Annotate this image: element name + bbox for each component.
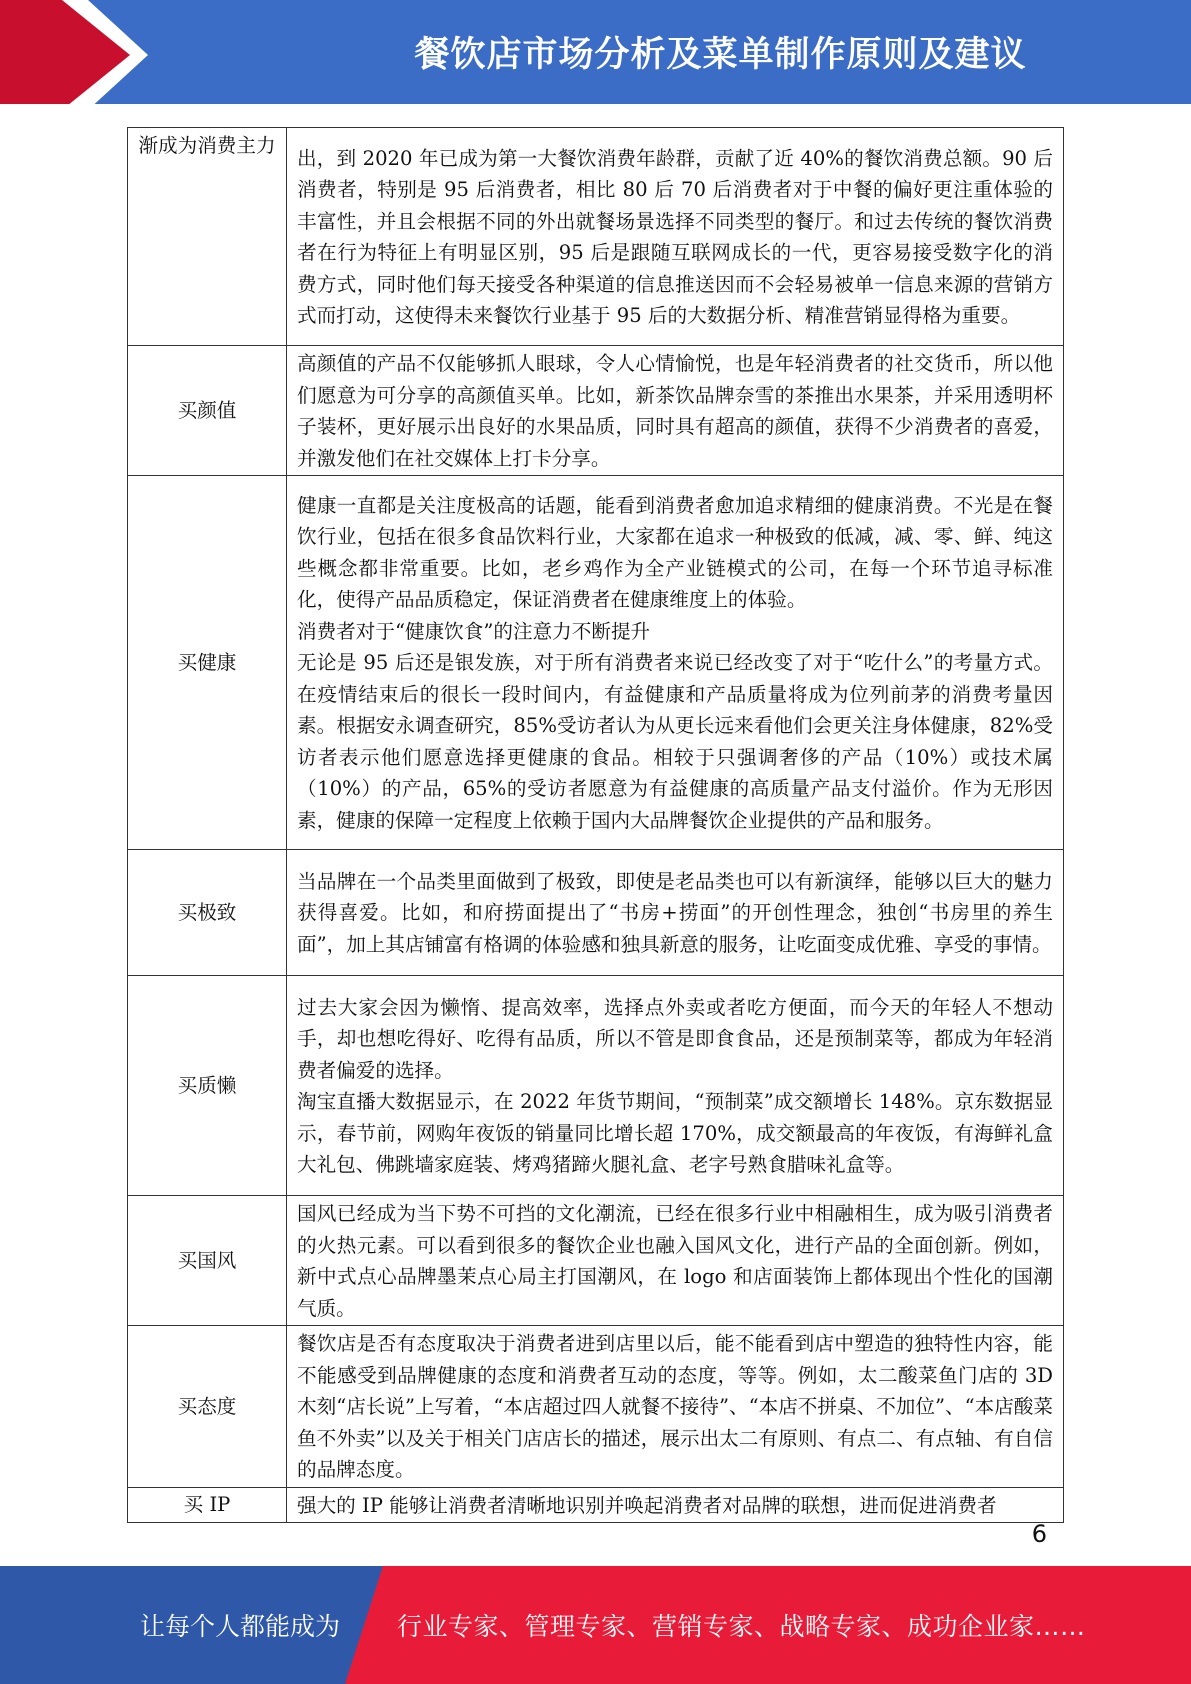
- row-paragraph: 无论是 95 后还是银发族，对于所有消费者来说已经改变了对于“吃什么”的考量方式。在疫情结束后的很长一段时间内，有益健康和产品质量将成为位列前茅的消费考量因素。根据安永调查研究，85%受访者认为从更长远来看他们会更关注身体健康，82%受访者表示他们愿意选择更健康的食品。相较于只强调奢侈的产品（10%）或技术属（10%）的产品，65%的受访者愿意为有益健康的高质量产品支付溢价。作为无形因素，健康的保障一定程度上依赖于国内大品牌餐饮企业提供的产品和服务。: [297, 651, 1053, 832]
- page-number: 6: [1031, 1520, 1047, 1548]
- row-content: [287, 1326, 1064, 1488]
- row-content: [287, 850, 1064, 976]
- row-key: 买健康: [128, 476, 287, 850]
- row-paragraph: 国风已经成为当下势不可挡的文化潮流，已经在很多行业中相融相生，成为吸引消费者的火热元素。可以看到很多的餐饮企业也融入国风文化，进行产品的全面创新。例如，新中式点心品牌墨茉点心局主打国潮风，在 logo 和店面装饰上都体现出个性化的国潮气质。: [297, 1202, 1053, 1320]
- row-paragraph: 消费者对于“健康饮食”的注意力不断提升: [297, 619, 651, 643]
- page-footer: [0, 1566, 1191, 1684]
- footer-slogan-left: 让每个人都能成为: [140, 1612, 341, 1641]
- table-row: [128, 850, 1064, 976]
- row-content: [287, 128, 1064, 346]
- row-key: 买质懒: [128, 976, 287, 1196]
- row-key: 买国风: [128, 1196, 287, 1326]
- table-row: [128, 1487, 1064, 1523]
- row-content: [287, 1487, 1064, 1523]
- row-key: 买极致: [128, 850, 287, 976]
- table-row: [128, 128, 1064, 346]
- page-header: [0, 0, 1191, 110]
- table-row: [128, 976, 1064, 1196]
- row-key: 买颜值: [128, 346, 287, 476]
- row-key: 买 IP: [128, 1487, 287, 1523]
- row-paragraph: 餐饮店是否有态度取决于消费者进到店里以后，能不能看到店中塑造的独特性内容，能不能感受到品牌健康的态度和消费者互动的态度，等等。例如，太二酸菜鱼门店的 3D 木刻“店长说”上写着，“本店超过四人就餐不接待”、“本店不拼桌、不加位”、“本店酸菜鱼不外卖”以及关于相关门店店长的描述，展示出太二有原则、有点二、有点轴、有自信的品牌态度。: [297, 1332, 1053, 1481]
- row-paragraph: 当品牌在一个品类里面做到了极致，即使是老品类也可以有新演绎，能够以巨大的魅力获得喜爱。比如，和府捞面提出了“书房+捞面”的开创性理念，独创“书房里的养生面”，加上其店铺富有格调的体验感和独具新意的服务，让吃面变成优雅、享受的事情。: [297, 869, 1053, 956]
- table-row: [128, 1326, 1064, 1488]
- row-paragraph: 淘宝直播大数据显示，在 2022 年货节期间，“预制菜”成交额增长 148%。京东数据显示，春节前，网购年夜饭的销量同比增长超 170%，成交额最高的年夜饭，有海鲜礼盒大礼包、佛跳墙家庭装、烤鸡猪蹄火腿礼盒、老字号熟食腊味礼盒等。: [297, 1090, 1053, 1176]
- table-row: [128, 346, 1064, 476]
- table-row: [128, 1196, 1064, 1326]
- row-content: [287, 476, 1064, 850]
- row-paragraph: 过去大家会因为懒惰、提高效率，选择点外卖或者吃方便面，而今天的年轻人不想动手，却也想吃得好、吃得有品质，所以不管是即食食品，还是预制菜等，都成为年轻消费者偏爱的选择。: [297, 995, 1053, 1082]
- row-paragraph: 强大的 IP 能够让消费者清晰地识别并唤起消费者对品牌的联想，进而促进消费者: [297, 1493, 997, 1517]
- table-row: [128, 476, 1064, 850]
- row-content: [287, 1196, 1064, 1326]
- row-content: [287, 346, 1064, 476]
- row-paragraph: 健康一直都是关注度极高的话题，能看到消费者愈加追求精细的健康消费。不光是在餐饮行业，包括在很多食品饮料行业，大家都在追求一种极致的低减，减、零、鲜、纯这些概念都非常重要。比如，老乡鸡作为全产业链模式的公司，在每一个环节追寻标准化，使得产品品质稳定，保证消费者在健康维度上的体验。: [297, 493, 1053, 612]
- footer-slogan-right: 行业专家、管理专家、营销专家、战略专家、成功企业家……: [397, 1612, 1086, 1641]
- row-key: 渐成为消费主力: [128, 128, 287, 346]
- header-divider: [0, 104, 1191, 110]
- content-table: [127, 127, 1064, 1523]
- row-paragraph: 高颜值的产品不仅能够抓人眼球，令人心情愉悦，也是年轻消费者的社交货币，所以他们愿意为可分享的高颜值买单。比如，新茶饮品牌奈雪的茶推出水果茶，并采用透明杯子装杯，更好展示出良好的水果品质，同时具有超高的颜值，获得不少消费者的喜爱，并激发他们在社交媒体上打卡分享。: [297, 352, 1053, 470]
- row-content: [287, 976, 1064, 1196]
- page-title: 餐饮店市场分析及菜单制作原则及建议: [414, 35, 1027, 75]
- row-key: 买态度: [128, 1326, 287, 1488]
- row-paragraph: 出，到 2020 年已成为第一大餐饮消费年龄群，贡献了近 40%的餐饮消费总额。90 后消费者，特别是 95 后消费者，相比 80 后 70 后消费者对于中餐的偏好更注重体验的丰富性，并且会根据不同的外出就餐场景选择不同类型的餐厅。和过去传统的餐饮消费者在行为特征上有明显区别，95 后是跟随互联网成长的一代，更容易接受数字化的消费方式，同时他们每天接受各种渠道的信息推送因而不会轻易被单一信息来源的营销方式而打动，这使得未来餐饮行业基于 95 后的大数据分析、精准营销显得格为重要。: [297, 146, 1053, 327]
